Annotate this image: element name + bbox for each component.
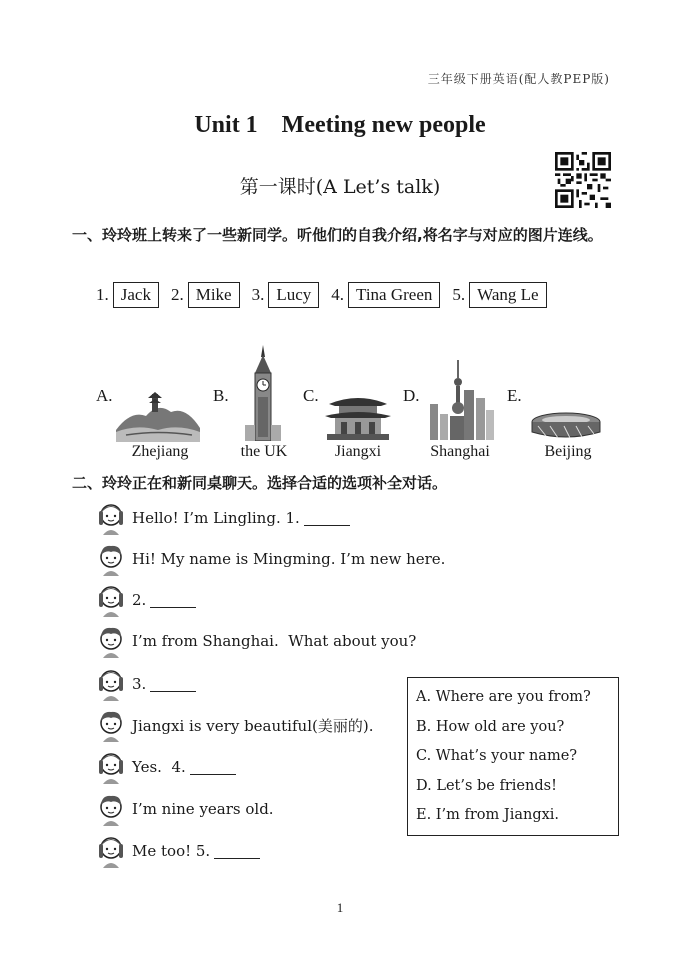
answer-blank[interactable]: [150, 593, 196, 608]
unit-title: Unit 1 Meeting new people: [194, 112, 486, 138]
dialog-text: 3.: [132, 675, 147, 693]
big-ben-icon: [245, 345, 281, 441]
option-e: E. I’m from Jiangxi.: [416, 807, 560, 823]
header-note: 三年级下册英语(配人教PEP版): [427, 72, 610, 86]
name-box: Mike: [188, 282, 240, 308]
boy-avatar-icon: [94, 624, 128, 658]
boy-avatar-icon: [94, 708, 128, 742]
dialog-line: [94, 791, 274, 827]
name-item: [252, 282, 320, 308]
place-jiangxi: Jiangxi: [334, 443, 382, 460]
dialog-line: [94, 707, 373, 743]
girl-avatar-icon: [94, 501, 128, 535]
dialog-text: Hello! I’m Lingling. 1.: [132, 509, 300, 527]
pagoda-hill-icon: [116, 388, 200, 442]
name-number: 2.: [170, 285, 184, 304]
stadium-icon: [530, 408, 602, 440]
answer-blank[interactable]: [304, 511, 350, 526]
name-number: 4.: [331, 285, 345, 304]
dialog-text: Yes. 4.: [132, 758, 186, 776]
dialog-text: Hi! My name is Mingming. I’m new here.: [132, 550, 446, 568]
dialog-text: Jiangxi is very beautiful(美丽的).: [132, 716, 374, 735]
dialog-line: [94, 623, 416, 659]
options-box: [407, 677, 619, 836]
name-item: [171, 282, 240, 308]
answer-blank[interactable]: [150, 677, 196, 692]
picture-label-a: A.: [96, 386, 113, 405]
answer-blank[interactable]: [190, 760, 236, 775]
girl-avatar-icon: [94, 834, 128, 868]
name-item: [331, 282, 440, 308]
picture-label-e: E.: [507, 386, 522, 405]
dialog-line: [94, 833, 260, 869]
qr-code-icon: [555, 152, 611, 208]
name-box: Tina Green: [348, 282, 440, 308]
boy-avatar-icon: [94, 542, 128, 576]
girl-avatar-icon: [94, 667, 128, 701]
place-zhejiang: Zhejiang: [131, 443, 189, 460]
dialog-text: I’m nine years old.: [132, 800, 274, 818]
name-box: Lucy: [268, 282, 319, 308]
name-item: [96, 282, 159, 308]
answer-blank[interactable]: [214, 844, 260, 859]
boy-avatar-icon: [94, 792, 128, 826]
name-number: 3.: [251, 285, 265, 304]
picture-label-d: D.: [403, 386, 420, 405]
name-list: [96, 282, 551, 308]
girl-avatar-icon: [94, 750, 128, 784]
lesson-subtitle: 第一课时(A Let’s talk): [239, 176, 441, 198]
picture-label-c: C.: [303, 386, 319, 405]
option-b: B. How old are you?: [416, 718, 565, 735]
skyline-icon: [426, 360, 494, 440]
picture-label-b: B.: [213, 386, 229, 405]
section-2-heading: 二、玲玲正在和新同桌聊天。选择合适的选项补全对话。: [72, 474, 448, 492]
name-item: [452, 282, 546, 308]
pavilion-icon: [325, 390, 391, 440]
dialog-text: Me too! 5.: [132, 842, 211, 860]
dialog-line: [94, 582, 196, 618]
page-number: 1: [336, 900, 344, 915]
dialog-line: [94, 500, 350, 536]
place-the-uk: the UK: [240, 443, 288, 460]
name-number: 1.: [96, 285, 109, 304]
dialog-line: [94, 666, 196, 702]
section-1-heading: 一、玲玲班上转来了一些新同学。听他们的自我介绍,将名字与对应的图片连线。: [72, 226, 603, 244]
name-box: Wang Le: [469, 282, 546, 308]
dialog-text: I’m from Shanghai. What about you?: [132, 632, 417, 650]
option-d: D. Let’s be friends!: [416, 777, 557, 794]
option-c: C. What’s your name?: [416, 748, 578, 764]
dialog-line: [94, 541, 445, 577]
name-number: 5.: [452, 285, 466, 304]
place-shanghai: Shanghai: [430, 443, 490, 460]
place-beijing: Beijing: [544, 443, 592, 460]
girl-avatar-icon: [94, 583, 128, 617]
dialog-text: 2.: [132, 591, 147, 609]
option-a: A. Where are you from?: [416, 689, 591, 705]
name-box: Jack: [113, 282, 159, 308]
dialog-line: [94, 749, 236, 785]
